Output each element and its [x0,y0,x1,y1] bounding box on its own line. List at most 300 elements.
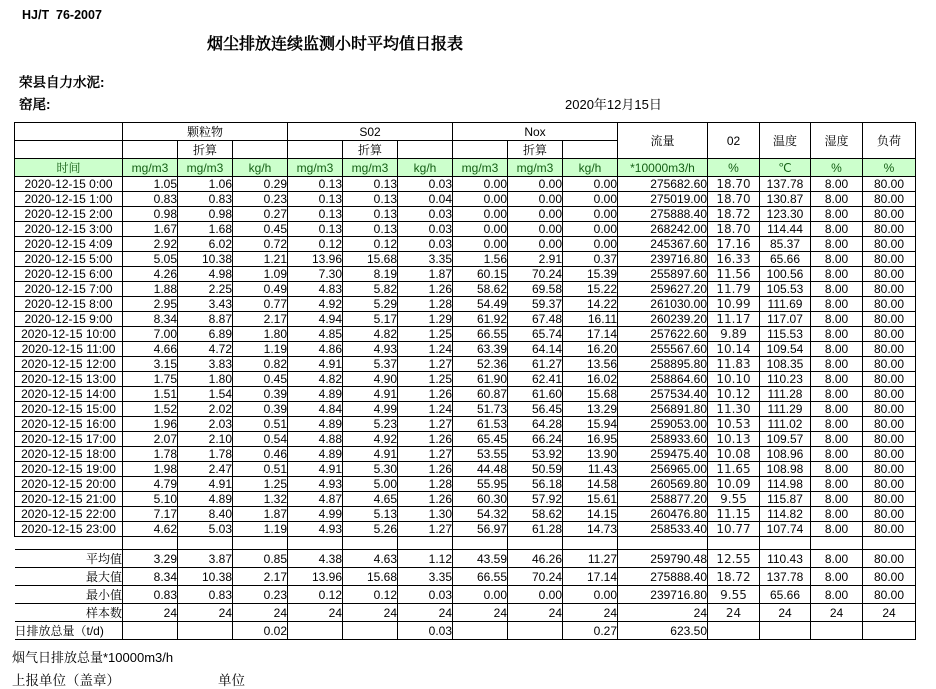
cell-pm-converted: 1.80 [178,372,233,387]
cell-nox-converted: 56.45 [508,402,563,417]
cell-blank [618,537,708,550]
cell-nox-kgh: 11.43 [563,462,618,477]
cell-pm-converted: 4.89 [178,492,233,507]
cell-pm-kgh: 1.87 [233,507,288,522]
cell-humidity [811,622,863,640]
cell-so2-converted: 4.91 [343,447,398,462]
cell-nox-converted: 69.58 [508,282,563,297]
cell-so2-kgh: 1.24 [398,342,453,357]
cell-time: 2020-12-15 23:00 [15,522,123,537]
cell-pm-mgm3: 1.75 [123,372,178,387]
cell-o2: 10.77 [708,522,760,537]
cell-humidity: 8.00 [811,568,863,586]
cell-pm-converted: 24 [178,604,233,622]
header-blank-cell [123,141,178,159]
cell-flow: 259627.20 [618,282,708,297]
cell-pm-mgm3: 4.66 [123,342,178,357]
cell-nox-converted: 0.00 [508,586,563,604]
cell-flow: 256891.80 [618,402,708,417]
cell-humidity: 8.00 [811,417,863,432]
cell-pm-converted: 2.10 [178,432,233,447]
summary-label-min: 最小值 [15,586,123,604]
cell-nox-kgh: 0.37 [563,252,618,267]
cell-humidity: 8.00 [811,402,863,417]
cell-time: 2020-12-15 13:00 [15,372,123,387]
cell-pm-converted: 2.02 [178,402,233,417]
cell-humidity: 8.00 [811,462,863,477]
cell-temperature: 85.37 [760,237,811,252]
cell-pm-mgm3: 1.67 [123,222,178,237]
cell-so2-kgh: 1.29 [398,312,453,327]
cell-pm-converted: 4.91 [178,477,233,492]
cell-flow: 256965.00 [618,462,708,477]
cell-load: 80.00 [863,522,916,537]
cell-nox-converted: 0.00 [508,177,563,192]
cell-pm-kgh: 0.45 [233,372,288,387]
cell-time: 2020-12-15 8:00 [15,297,123,312]
cell-nox-kgh: 17.14 [563,568,618,586]
cell-blank [508,537,563,550]
data-row [15,312,916,327]
cell-nox-kgh: 15.94 [563,417,618,432]
cell-so2-mgm3: 4.89 [288,447,343,462]
cell-flow: 268242.00 [618,222,708,237]
cell-nox-converted: 57.92 [508,492,563,507]
cell-humidity: 8.00 [811,282,863,297]
cell-temperature: 65.66 [760,252,811,267]
data-row [15,207,916,222]
cell-pm-kgh: 2.17 [233,312,288,327]
cell-humidity: 8.00 [811,327,863,342]
cell-nox-kgh: 15.22 [563,282,618,297]
cell-blank [453,537,508,550]
cell-pm-mgm3: 2.95 [123,297,178,312]
cell-nox-kgh: 14.73 [563,522,618,537]
cell-so2-converted: 5.26 [343,522,398,537]
cell-flow: 239716.80 [618,586,708,604]
cell-o2: 10.14 [708,342,760,357]
summary-row-daily-total [15,622,916,640]
cell-nox-converted: 56.18 [508,477,563,492]
cell-load: 80.00 [863,312,916,327]
cell-so2-kgh: 1.25 [398,372,453,387]
unit-flow: *10000m3/h [618,159,708,177]
cell-pm-kgh: 0.02 [233,622,288,640]
units-row [15,159,916,177]
cell-nox-kgh: 24 [563,604,618,622]
cell-nox-mgm3: 56.97 [453,522,508,537]
cell-so2-converted: 5.17 [343,312,398,327]
cell-temperature: 109.57 [760,432,811,447]
cell-temperature: 115.87 [760,492,811,507]
cell-nox-mgm3: 61.92 [453,312,508,327]
cell-time: 2020-12-15 9:00 [15,312,123,327]
header-group-row [15,123,916,141]
data-row [15,327,916,342]
cell-nox-mgm3: 58.62 [453,282,508,297]
report-title: 烟尘排放连续监测小时平均值日报表 [207,36,464,53]
cell-so2-mgm3: 4.91 [288,462,343,477]
cell-so2-converted: 0.13 [343,177,398,192]
cell-flow: 260569.80 [618,477,708,492]
summary-row-avg [15,550,916,568]
cell-o2: 9.89 [708,327,760,342]
cell-pm-mgm3 [123,622,178,640]
col-header-o2: 02 [708,123,760,159]
cell-load: 80.00 [863,237,916,252]
cell-pm-mgm3: 1.98 [123,462,178,477]
summary-row-min [15,586,916,604]
cell-temperature: 114.44 [760,222,811,237]
data-row [15,342,916,357]
cell-humidity: 8.00 [811,507,863,522]
cell-pm-kgh: 0.29 [233,177,288,192]
cell-so2-mgm3: 4.83 [288,282,343,297]
cell-pm-kgh: 0.49 [233,282,288,297]
cell-pm-mgm3: 3.15 [123,357,178,372]
cell-so2-mgm3: 0.12 [288,237,343,252]
cell-humidity: 8.00 [811,312,863,327]
cell-pm-mgm3: 1.78 [123,447,178,462]
cell-blank [398,537,453,550]
cell-temperature: 111.28 [760,387,811,402]
cell-o2: 11.15 [708,507,760,522]
cell-nox-mgm3: 55.95 [453,477,508,492]
standard-code: HJ/T 76-2007 [22,8,102,22]
cell-pm-kgh: 0.72 [233,237,288,252]
cell-pm-kgh: 24 [233,604,288,622]
cell-temperature: 111.29 [760,402,811,417]
cell-o2: 16.33 [708,252,760,267]
cell-nox-mgm3: 54.32 [453,507,508,522]
cell-pm-converted: 2.03 [178,417,233,432]
cell-flow: 275888.40 [618,568,708,586]
cell-pm-mgm3: 8.34 [123,312,178,327]
cell-so2-kgh: 3.35 [398,252,453,267]
cell-load: 80.00 [863,507,916,522]
cell-so2-kgh: 1.25 [398,327,453,342]
cell-pm-mgm3: 0.98 [123,207,178,222]
cell-time: 2020-12-15 15:00 [15,402,123,417]
cell-load: 80.00 [863,357,916,372]
cell-flow: 257534.40 [618,387,708,402]
unit-so2-converted: mg/m3 [343,159,398,177]
cell-nox-mgm3: 0.00 [453,192,508,207]
cell-nox-mgm3: 65.45 [453,432,508,447]
cell-pm-mgm3: 4.62 [123,522,178,537]
cell-blank [760,537,811,550]
cell-pm-kgh: 1.19 [233,522,288,537]
cell-pm-converted: 1.06 [178,177,233,192]
cell-load: 80.00 [863,462,916,477]
cell-so2-mgm3: 4.86 [288,342,343,357]
cell-o2: 11.79 [708,282,760,297]
cell-o2: 9.55 [708,586,760,604]
summary-label-avg: 平均值 [15,550,123,568]
header-blank-cell [563,141,618,159]
cell-so2-converted: 4.65 [343,492,398,507]
cell-flow: 239716.80 [618,252,708,267]
cell-nox-mgm3: 1.56 [453,252,508,267]
table-header [15,123,916,177]
cell-pm-mgm3: 2.07 [123,432,178,447]
cell-pm-kgh: 0.82 [233,357,288,372]
cell-humidity: 8.00 [811,207,863,222]
cell-so2-converted: 8.19 [343,267,398,282]
cell-nox-converted: 50.59 [508,462,563,477]
cell-so2-converted: 5.82 [343,282,398,297]
cell-so2-converted: 0.13 [343,192,398,207]
col-header-load: 负荷 [863,123,916,159]
cell-pm-kgh: 0.51 [233,462,288,477]
cell-nox-mgm3: 54.49 [453,297,508,312]
cell-time: 2020-12-15 12:00 [15,357,123,372]
cell-so2-converted: 4.82 [343,327,398,342]
cell-so2-converted: 0.12 [343,237,398,252]
cell-nox-converted: 62.41 [508,372,563,387]
cell-so2-mgm3: 0.13 [288,222,343,237]
cell-nox-mgm3: 60.30 [453,492,508,507]
cell-temperature: 137.78 [760,568,811,586]
cell-blank [178,537,233,550]
cell-so2-mgm3: 0.12 [288,586,343,604]
cell-so2-converted: 4.90 [343,372,398,387]
cell-so2-kgh: 0.04 [398,192,453,207]
cell-nox-mgm3: 52.36 [453,357,508,372]
cell-nox-mgm3: 66.55 [453,327,508,342]
cell-temperature: 114.82 [760,507,811,522]
cell-o2: 24 [708,604,760,622]
cell-temperature: 108.96 [760,447,811,462]
data-row [15,267,916,282]
cell-blank [343,537,398,550]
cell-so2-mgm3: 4.89 [288,387,343,402]
cell-time: 2020-12-15 14:00 [15,387,123,402]
cell-load: 24 [863,604,916,622]
cell-pm-converted: 3.43 [178,297,233,312]
cell-flow: 275682.60 [618,177,708,192]
cell-pm-converted: 0.83 [178,192,233,207]
cell-pm-kgh: 1.09 [233,267,288,282]
cell-so2-mgm3: 4.93 [288,477,343,492]
data-row [15,447,916,462]
cell-flow: 623.50 [618,622,708,640]
header-blank-cell [233,141,288,159]
cell-pm-kgh: 0.77 [233,297,288,312]
cell-so2-kgh: 1.24 [398,402,453,417]
cell-nox-kgh: 15.61 [563,492,618,507]
unit-label: 单位 [218,673,245,688]
unit-nox-mgm3: mg/m3 [453,159,508,177]
cell-blank [233,537,288,550]
cell-humidity: 8.00 [811,267,863,282]
data-row [15,477,916,492]
cell-nox-mgm3: 60.87 [453,387,508,402]
cell-o2: 10.99 [708,297,760,312]
cell-so2-mgm3: 4.92 [288,297,343,312]
cell-so2-converted: 4.63 [343,550,398,568]
cell-so2-mgm3: 4.85 [288,327,343,342]
data-row [15,417,916,432]
cell-so2-kgh: 1.26 [398,462,453,477]
header-blank-cell [15,123,123,141]
subheader-pm-converted: 折算 [178,141,233,159]
cell-so2-converted: 4.93 [343,342,398,357]
cell-nox-converted: 59.37 [508,297,563,312]
cell-temperature: 108.98 [760,462,811,477]
cell-load: 80.00 [863,586,916,604]
cell-pm-mgm3: 8.34 [123,568,178,586]
cell-humidity: 8.00 [811,252,863,267]
cell-time: 2020-12-15 6:00 [15,267,123,282]
col-header-temperature: 温度 [760,123,811,159]
cell-humidity: 8.00 [811,372,863,387]
col-header-flow: 流量 [618,123,708,159]
cell-nox-converted: 61.27 [508,357,563,372]
cell-pm-converted: 5.03 [178,522,233,537]
cell-pm-mgm3: 5.10 [123,492,178,507]
cell-nox-kgh: 14.58 [563,477,618,492]
cell-so2-converted: 0.12 [343,586,398,604]
cell-o2: 11.83 [708,357,760,372]
cell-time: 2020-12-15 17:00 [15,432,123,447]
cell-so2-converted: 5.29 [343,297,398,312]
cell-humidity: 8.00 [811,192,863,207]
cell-so2-converted: 5.00 [343,477,398,492]
cell-o2: 11.30 [708,402,760,417]
cell-time: 2020-12-15 0:00 [15,177,123,192]
cell-nox-kgh: 15.68 [563,387,618,402]
cell-nox-converted: 67.48 [508,312,563,327]
cell-so2-mgm3: 4.89 [288,417,343,432]
cell-pm-kgh: 0.39 [233,402,288,417]
cell-pm-mgm3: 24 [123,604,178,622]
cell-temperature: 114.98 [760,477,811,492]
cell-blank [863,537,916,550]
cell-flow: 258895.80 [618,357,708,372]
cell-pm-kgh: 1.80 [233,327,288,342]
cell-nox-mgm3: 60.15 [453,267,508,282]
cell-flow: 261030.00 [618,297,708,312]
unit-o2: % [708,159,760,177]
cell-so2-mgm3: 7.30 [288,267,343,282]
cell-load [863,622,916,640]
cell-so2-converted: 15.68 [343,568,398,586]
cell-humidity: 8.00 [811,586,863,604]
cell-so2-converted: 5.30 [343,462,398,477]
cell-nox-kgh: 0.00 [563,177,618,192]
cell-pm-kgh: 1.25 [233,477,288,492]
cell-so2-mgm3: 4.94 [288,312,343,327]
cell-load: 80.00 [863,177,916,192]
cell-so2-converted: 5.13 [343,507,398,522]
cell-so2-mgm3 [288,622,343,640]
summary-label-max: 最大值 [15,568,123,586]
cell-so2-mgm3: 4.84 [288,402,343,417]
cell-so2-mgm3: 13.96 [288,252,343,267]
cell-nox-kgh: 16.95 [563,432,618,447]
cell-blank [123,537,178,550]
cell-o2: 18.72 [708,568,760,586]
cell-nox-converted: 66.24 [508,432,563,447]
cell-pm-kgh: 1.21 [233,252,288,267]
cell-temperature: 117.07 [760,312,811,327]
cell-nox-kgh: 16.20 [563,342,618,357]
data-row [15,222,916,237]
cell-time: 2020-12-15 21:00 [15,492,123,507]
cell-pm-mgm3: 7.17 [123,507,178,522]
cell-load: 80.00 [863,372,916,387]
data-row [15,462,916,477]
cell-so2-kgh: 0.03 [398,586,453,604]
cell-so2-mgm3: 4.38 [288,550,343,568]
cell-pm-converted: 0.98 [178,207,233,222]
cell-load: 80.00 [863,402,916,417]
cell-time: 2020-12-15 10:00 [15,327,123,342]
cell-nox-converted: 64.14 [508,342,563,357]
cell-blank [15,537,123,550]
cell-so2-mgm3: 4.88 [288,432,343,447]
cell-humidity: 8.00 [811,342,863,357]
cell-so2-converted: 24 [343,604,398,622]
col-group-nox: Nox [453,123,618,141]
cell-o2: 18.70 [708,222,760,237]
cell-so2-kgh: 0.03 [398,237,453,252]
cell-o2: 10.53 [708,417,760,432]
data-row [15,237,916,252]
cell-so2-mgm3: 4.91 [288,357,343,372]
cell-nox-mgm3: 44.48 [453,462,508,477]
cell-nox-kgh: 14.15 [563,507,618,522]
cell-pm-kgh: 1.32 [233,492,288,507]
data-row [15,282,916,297]
subheader-so2-converted: 折算 [343,141,398,159]
company-name: 荣县自力水泥: [19,75,105,90]
cell-pm-converted: 0.83 [178,586,233,604]
cell-humidity: 24 [811,604,863,622]
cell-temperature: 110.23 [760,372,811,387]
cell-time: 2020-12-15 4:09 [15,237,123,252]
cell-temperature: 111.69 [760,297,811,312]
data-row [15,387,916,402]
cell-so2-mgm3: 4.99 [288,507,343,522]
cell-nox-mgm3: 61.90 [453,372,508,387]
signature-row [12,669,936,686]
cell-pm-converted: 6.02 [178,237,233,252]
cell-temperature: 107.74 [760,522,811,537]
cell-so2-converted: 4.92 [343,432,398,447]
cell-nox-converted: 70.24 [508,568,563,586]
cell-temperature: 109.54 [760,342,811,357]
cell-nox-mgm3: 51.73 [453,402,508,417]
cell-flow: 260476.80 [618,507,708,522]
cell-o2: 17.16 [708,237,760,252]
cell-humidity: 8.00 [811,357,863,372]
cell-temperature: 24 [760,604,811,622]
cell-nox-converted: 0.00 [508,237,563,252]
cell-so2-kgh: 1.27 [398,357,453,372]
cell-time: 2020-12-15 3:00 [15,222,123,237]
cell-so2-converted: 5.23 [343,417,398,432]
cell-load: 80.00 [863,207,916,222]
cell-load: 80.00 [863,192,916,207]
cell-flow: 24 [618,604,708,622]
cell-nox-mgm3: 0.00 [453,177,508,192]
cell-nox-kgh: 0.27 [563,622,618,640]
cell-temperature: 105.53 [760,282,811,297]
cell-o2: 10.13 [708,432,760,447]
cell-so2-kgh: 0.03 [398,207,453,222]
